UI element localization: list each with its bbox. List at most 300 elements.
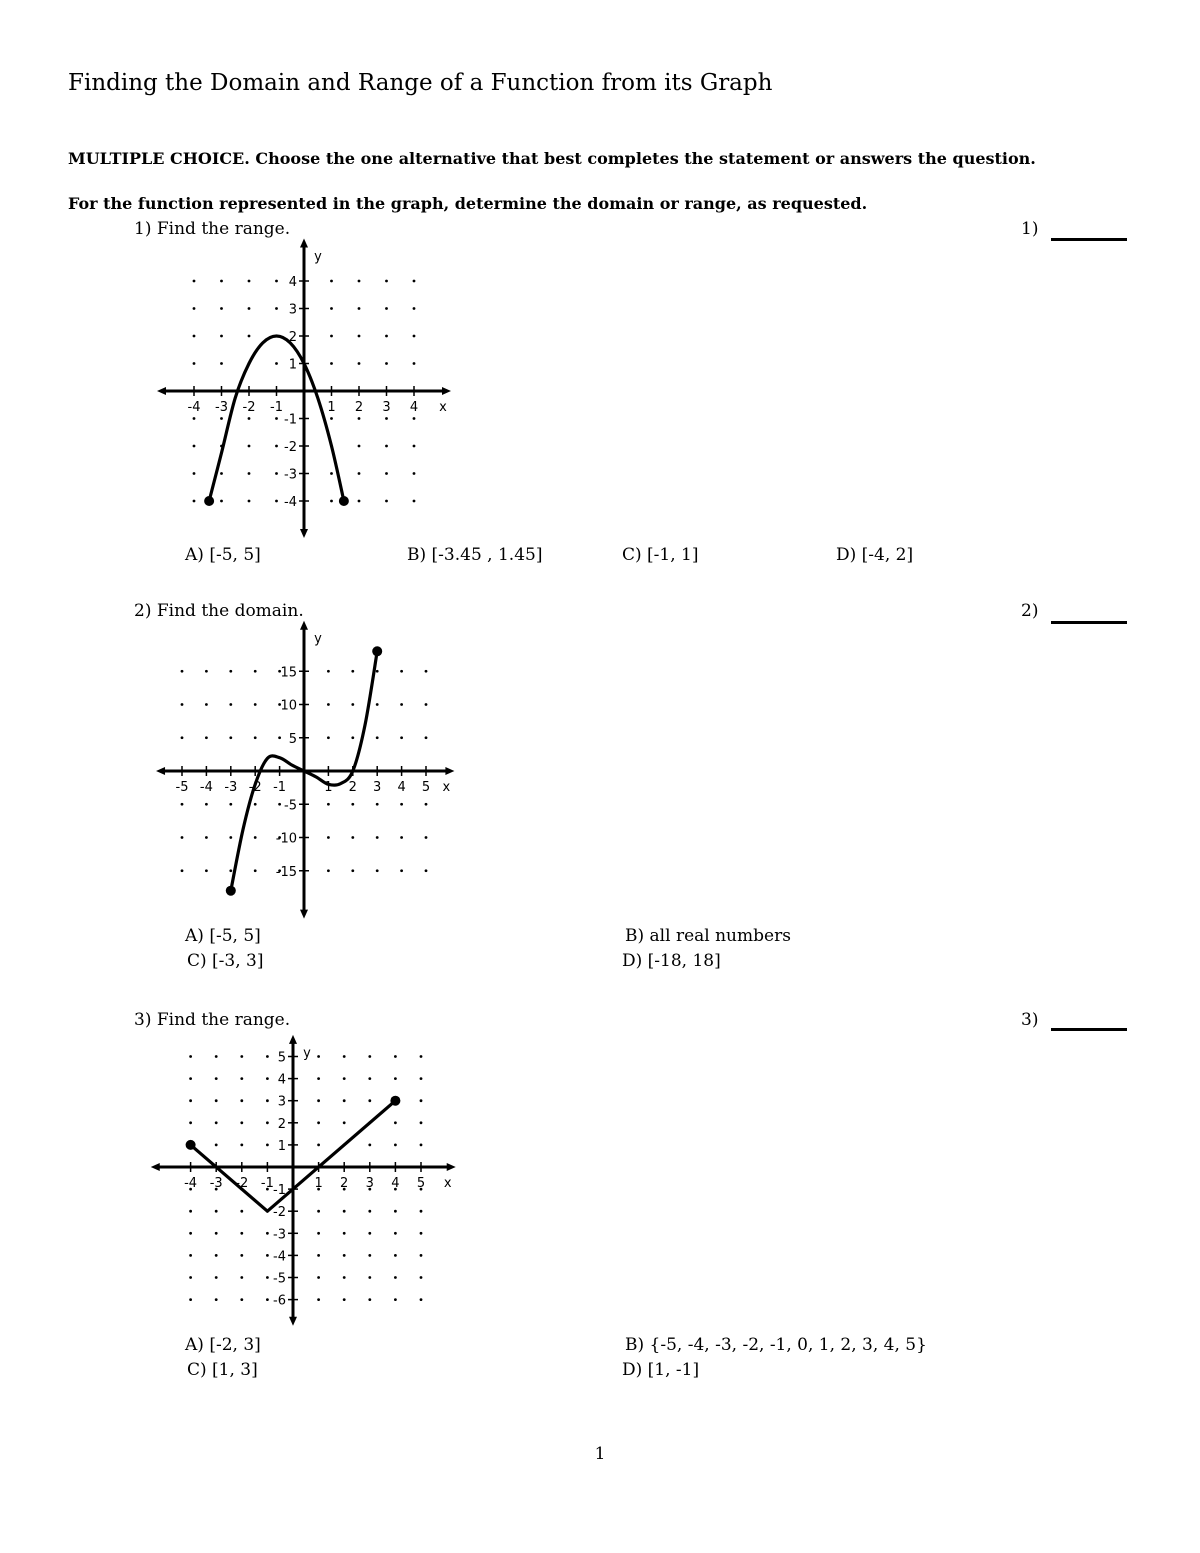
grid-dot	[413, 500, 416, 503]
grid-dot	[266, 1055, 269, 1058]
grid-dot	[343, 1121, 346, 1124]
grid-dot	[266, 1121, 269, 1124]
grid-dot	[330, 307, 333, 310]
grid-dot	[275, 445, 278, 448]
grid-dot	[254, 703, 257, 706]
grid-dot	[385, 307, 388, 310]
grid-dot	[376, 703, 379, 706]
grid-dot	[193, 417, 196, 420]
y-tick-label: -3	[273, 1227, 286, 1243]
x-tick-label: -4	[199, 780, 213, 795]
x-tick-label: -1	[260, 1176, 274, 1191]
grid-dot	[420, 1232, 423, 1235]
grid-dot	[229, 670, 232, 673]
grid-dot	[420, 1254, 423, 1257]
grid-dot	[193, 335, 196, 338]
grid-dot	[278, 736, 281, 739]
grid-dot	[420, 1144, 423, 1147]
grid-dot	[330, 362, 333, 365]
y-tick-label: 5	[277, 1050, 286, 1066]
x-tick-label: 2	[348, 780, 357, 795]
grid-dot	[330, 280, 333, 283]
grid-dot	[343, 1276, 346, 1279]
grid-dot	[425, 803, 428, 806]
x-tick-label: 1	[324, 780, 333, 795]
grid-dot	[420, 1099, 423, 1102]
grid-dot	[189, 1055, 192, 1058]
y-tick-label: -3	[284, 467, 297, 483]
grid-dot	[220, 362, 223, 365]
grid-dot	[358, 280, 361, 283]
grid-dot	[275, 500, 278, 503]
grid-dot	[215, 1099, 218, 1102]
grid-dot	[420, 1055, 423, 1058]
instructions: MULTIPLE CHOICE. Choose the one alternative that best completes the statement or answers the question.	[68, 149, 1036, 168]
grid-dot	[248, 335, 251, 338]
x-tick-label: -3	[224, 780, 238, 795]
axis-arrow	[289, 1035, 297, 1044]
x-axis-label: x	[443, 1176, 452, 1191]
grid-dot	[343, 1232, 346, 1235]
answer-number-label: 1)	[1021, 219, 1039, 239]
grid-dot	[189, 1099, 192, 1102]
grid-dot	[240, 1254, 243, 1257]
grid-dot	[394, 1121, 397, 1124]
x-tick-label: -2	[248, 780, 262, 795]
x-axis-label: x	[439, 400, 447, 415]
grid-dot	[400, 703, 403, 706]
axis-arrow	[300, 910, 308, 919]
grid-dot	[266, 1099, 269, 1102]
grid-dot	[368, 1144, 371, 1147]
grid-dot	[420, 1298, 423, 1301]
grid-dot	[254, 670, 257, 673]
axis-arrow	[151, 1163, 160, 1171]
page-number: 1	[594, 1444, 606, 1464]
x-tick-label: 3	[365, 1176, 374, 1191]
grid-dot	[275, 307, 278, 310]
grid-dot	[193, 280, 196, 283]
y-tick-label: -1	[273, 1183, 286, 1199]
grid-dot	[368, 1254, 371, 1257]
curve-endpoint	[204, 496, 214, 506]
grid-dot	[385, 472, 388, 475]
choice-a[interactable]: A) [-5, 5]	[185, 545, 261, 565]
grid-dot	[189, 1298, 192, 1301]
grid-dot	[358, 445, 361, 448]
choice-d[interactable]: D) [1, -1]	[622, 1360, 700, 1380]
grid-dot	[220, 417, 223, 420]
grid-dot	[205, 736, 208, 739]
grid-dot	[385, 335, 388, 338]
grid-dot	[351, 869, 354, 872]
grid-dot	[317, 1210, 320, 1213]
grid-dot	[248, 472, 251, 475]
grid-dot	[413, 362, 416, 365]
grid-dot	[266, 1077, 269, 1080]
grid-dot	[215, 1232, 218, 1235]
grid-dot	[317, 1121, 320, 1124]
y-axis-label: y	[314, 249, 322, 265]
grid-dot	[317, 1077, 320, 1080]
x-tick-label: 4	[397, 780, 406, 795]
grid-dot	[240, 1298, 243, 1301]
grid-dot	[327, 836, 330, 839]
grid-dot	[400, 670, 403, 673]
x-tick-label: 2	[340, 1176, 349, 1191]
y-tick-label: 4	[288, 275, 297, 290]
grid-dot	[240, 1210, 243, 1213]
grid-dot	[317, 1055, 320, 1058]
grid-dot	[181, 803, 184, 806]
y-tick-label: 1	[288, 357, 297, 373]
curve-endpoint	[372, 646, 382, 656]
grid-dot	[343, 1298, 346, 1301]
grid-dot	[385, 280, 388, 283]
grid-dot	[394, 1055, 397, 1058]
grid-dot	[193, 500, 196, 503]
grid-dot	[220, 335, 223, 338]
grid-dot	[394, 1232, 397, 1235]
choice-d[interactable]: D) [-18, 18]	[622, 951, 721, 971]
grid-dot	[343, 1254, 346, 1257]
grid-dot	[400, 836, 403, 839]
grid-dot	[413, 307, 416, 310]
grid-dot	[220, 280, 223, 283]
grid-dot	[193, 362, 196, 365]
grid-dot	[358, 500, 361, 503]
grid-dot	[317, 1144, 320, 1147]
x-tick-label: 3	[373, 780, 382, 795]
grid-dot	[205, 869, 208, 872]
worksheet-title: Finding the Domain and Range of a Function from its Graph	[68, 70, 773, 96]
grid-dot	[266, 1298, 269, 1301]
grid-dot	[420, 1077, 423, 1080]
grid-dot	[275, 417, 278, 420]
x-tick-label: 2	[354, 400, 364, 415]
grid-dot	[266, 1254, 269, 1257]
y-tick-label: -15	[275, 864, 297, 880]
grid-dot	[376, 836, 379, 839]
grid-dot	[385, 362, 388, 365]
answer-number-label: 2)	[1021, 601, 1039, 621]
grid-dot	[358, 362, 361, 365]
graph-2	[150, 620, 460, 920]
choice-a[interactable]: A) [-5, 5]	[185, 926, 261, 946]
x-tick-label: 4	[409, 400, 419, 415]
grid-dot	[275, 280, 278, 283]
grid-dot	[368, 1210, 371, 1213]
axis-arrow	[156, 767, 165, 775]
grid-dot	[368, 1055, 371, 1058]
grid-dot	[215, 1276, 218, 1279]
grid-dot	[181, 670, 184, 673]
grid-dot	[275, 362, 278, 365]
grid-dot	[220, 472, 223, 475]
axis-arrow	[300, 529, 308, 538]
curve-endpoint	[339, 496, 349, 506]
choice-c[interactable]: C) [-3, 3]	[187, 951, 264, 971]
grid-dot	[317, 1254, 320, 1257]
graph-1	[150, 240, 460, 540]
grid-dot	[229, 836, 232, 839]
grid-dot	[215, 1144, 218, 1147]
choice-c[interactable]: C) [-1, 1]	[622, 545, 699, 565]
grid-dot	[368, 1099, 371, 1102]
grid-dot	[181, 703, 184, 706]
x-tick-label: 5	[421, 780, 431, 795]
x-tick-label: 1	[314, 1176, 323, 1191]
grid-dot	[351, 703, 354, 706]
y-tick-label: -6	[273, 1293, 286, 1309]
grid-dot	[327, 703, 330, 706]
question-prompt: 1) Find the range.	[134, 219, 291, 239]
grid-dot	[394, 1254, 397, 1257]
grid-dot	[330, 500, 333, 503]
grid-dot	[425, 736, 428, 739]
grid-dot	[215, 1210, 218, 1213]
axis-arrow	[157, 387, 166, 395]
choice-b[interactable]: B) {-5, -4, -3, -2, -1, 0, 1, 2, 3, 4, 5}	[625, 1335, 927, 1355]
grid-dot	[248, 417, 251, 420]
grid-dot	[343, 1099, 346, 1102]
grid-dot	[327, 736, 330, 739]
grid-dot	[229, 803, 232, 806]
grid-dot	[205, 703, 208, 706]
x-axis-label: x	[442, 780, 451, 795]
grid-dot	[368, 1232, 371, 1235]
grid-dot	[420, 1121, 423, 1124]
grid-dot	[376, 869, 379, 872]
grid-dot	[266, 1276, 269, 1279]
grid-dot	[327, 670, 330, 673]
y-tick-label: 2	[277, 1116, 286, 1132]
y-tick-label: -1	[284, 412, 297, 428]
grid-dot	[254, 836, 257, 839]
grid-dot	[181, 736, 184, 739]
grid-dot	[343, 1077, 346, 1080]
grid-dot	[248, 280, 251, 283]
grid-dot	[240, 1276, 243, 1279]
grid-dot	[205, 836, 208, 839]
x-tick-label: -5	[175, 780, 189, 795]
y-tick-label: 5	[288, 731, 297, 747]
grid-dot	[317, 1276, 320, 1279]
grid-dot	[229, 736, 232, 739]
grid-dot	[193, 307, 196, 310]
grid-dot	[330, 417, 333, 420]
grid-dot	[400, 869, 403, 872]
grid-dot	[358, 335, 361, 338]
curve-endpoint	[186, 1140, 196, 1150]
grid-dot	[358, 417, 361, 420]
x-tick-label: 3	[382, 400, 391, 415]
y-tick-label: 10	[280, 698, 297, 714]
grid-dot	[413, 472, 416, 475]
y-axis-label: y	[314, 631, 322, 647]
question-prompt: 2) Find the domain.	[134, 601, 304, 621]
y-tick-label: -4	[273, 1249, 286, 1265]
grid-dot	[317, 1099, 320, 1102]
grid-dot	[266, 1144, 269, 1147]
grid-dot	[189, 1121, 192, 1124]
grid-dot	[248, 500, 251, 503]
x-tick-label: 4	[391, 1176, 400, 1191]
grid-dot	[240, 1099, 243, 1102]
y-tick-label: -10	[275, 831, 297, 847]
answer-blank[interactable]	[1051, 1028, 1127, 1031]
y-tick-label: 3	[288, 302, 297, 318]
grid-dot	[248, 445, 251, 448]
grid-dot	[317, 1232, 320, 1235]
grid-dot	[376, 736, 379, 739]
grid-dot	[193, 472, 196, 475]
grid-dot	[215, 1121, 218, 1124]
sub-instructions: For the function represented in the graph, determine the domain or range, as requested.	[68, 194, 868, 213]
grid-dot	[351, 736, 354, 739]
grid-dot	[189, 1254, 192, 1257]
grid-dot	[400, 803, 403, 806]
y-tick-label: 3	[277, 1094, 286, 1110]
grid-dot	[413, 280, 416, 283]
y-tick-label: -5	[273, 1271, 286, 1287]
grid-dot	[205, 670, 208, 673]
grid-dot	[368, 1276, 371, 1279]
graph-3	[150, 1030, 460, 1330]
y-tick-label: 1	[277, 1138, 286, 1154]
x-tick-label: 1	[327, 400, 336, 415]
grid-dot	[358, 307, 361, 310]
x-tick-label: -2	[242, 400, 256, 415]
grid-dot	[317, 1298, 320, 1301]
grid-dot	[189, 1232, 192, 1235]
question-prompt: 3) Find the range.	[134, 1010, 291, 1030]
grid-dot	[343, 1055, 346, 1058]
grid-dot	[385, 500, 388, 503]
x-tick-label: -1	[273, 780, 287, 795]
grid-dot	[358, 472, 361, 475]
axis-arrow	[300, 239, 308, 248]
grid-dot	[330, 472, 333, 475]
grid-dot	[420, 1276, 423, 1279]
grid-dot	[240, 1121, 243, 1124]
grid-dot	[193, 445, 196, 448]
grid-dot	[413, 445, 416, 448]
grid-dot	[240, 1232, 243, 1235]
grid-dot	[248, 307, 251, 310]
grid-dot	[220, 500, 223, 503]
grid-dot	[351, 803, 354, 806]
answer-blank[interactable]	[1051, 238, 1127, 241]
grid-dot	[351, 836, 354, 839]
grid-dot	[425, 670, 428, 673]
grid-dot	[254, 736, 257, 739]
axis-arrow	[445, 767, 454, 775]
grid-dot	[376, 803, 379, 806]
answer-number-label: 3)	[1021, 1010, 1039, 1030]
grid-dot	[215, 1298, 218, 1301]
grid-dot	[215, 1055, 218, 1058]
grid-dot	[376, 670, 379, 673]
choice-c[interactable]: C) [1, 3]	[187, 1360, 258, 1380]
grid-dot	[394, 1276, 397, 1279]
x-tick-label: 5	[416, 1176, 426, 1191]
grid-dot	[394, 1077, 397, 1080]
x-tick-label: -3	[209, 1176, 223, 1191]
grid-dot	[181, 869, 184, 872]
grid-dot	[351, 670, 354, 673]
curve-endpoint	[226, 886, 236, 896]
axis-arrow	[289, 1317, 297, 1326]
choice-d[interactable]: D) [-4, 2]	[836, 545, 914, 565]
grid-dot	[368, 1077, 371, 1080]
grid-dot	[240, 1055, 243, 1058]
grid-dot	[275, 472, 278, 475]
answer-blank[interactable]	[1051, 621, 1127, 624]
x-tick-label: -4	[184, 1176, 198, 1191]
choice-b[interactable]: B) all real numbers	[625, 926, 791, 946]
x-tick-label: -2	[235, 1176, 249, 1191]
grid-dot	[425, 703, 428, 706]
grid-dot	[229, 703, 232, 706]
grid-dot	[394, 1144, 397, 1147]
x-tick-label: -1	[270, 400, 283, 415]
axis-arrow	[447, 1163, 456, 1171]
grid-dot	[330, 335, 333, 338]
grid-dot	[189, 1210, 192, 1213]
grid-dot	[343, 1210, 346, 1213]
grid-dot	[189, 1077, 192, 1080]
grid-dot	[266, 1232, 269, 1235]
y-tick-label: 2	[288, 330, 297, 345]
choice-a[interactable]: A) [-2, 3]	[185, 1335, 261, 1355]
grid-dot	[413, 417, 416, 420]
y-tick-label: -5	[284, 798, 297, 814]
grid-dot	[413, 335, 416, 338]
y-axis-label: y	[303, 1045, 311, 1061]
y-tick-label: 4	[277, 1072, 286, 1088]
grid-dot	[229, 869, 232, 872]
grid-dot	[394, 1210, 397, 1213]
grid-dot	[327, 869, 330, 872]
grid-dot	[254, 803, 257, 806]
x-tick-label: -4	[187, 400, 201, 415]
curve-endpoint	[390, 1096, 400, 1106]
grid-dot	[425, 869, 428, 872]
grid-dot	[215, 1077, 218, 1080]
grid-dot	[215, 1254, 218, 1257]
y-tick-label: -2	[284, 440, 297, 455]
choice-b[interactable]: B) [-3.45 , 1.45]	[407, 545, 543, 565]
grid-dot	[240, 1144, 243, 1147]
x-tick-label: -3	[215, 400, 228, 415]
grid-dot	[400, 736, 403, 739]
grid-dot	[385, 445, 388, 448]
grid-dot	[189, 1276, 192, 1279]
grid-dot	[254, 869, 257, 872]
grid-dot	[385, 417, 388, 420]
grid-dot	[420, 1210, 423, 1213]
grid-dot	[220, 307, 223, 310]
grid-dot	[240, 1077, 243, 1080]
grid-dot	[425, 836, 428, 839]
grid-dot	[278, 803, 281, 806]
grid-dot	[205, 803, 208, 806]
grid-dot	[327, 803, 330, 806]
grid-dot	[368, 1298, 371, 1301]
grid-dot	[181, 836, 184, 839]
grid-dot	[394, 1298, 397, 1301]
